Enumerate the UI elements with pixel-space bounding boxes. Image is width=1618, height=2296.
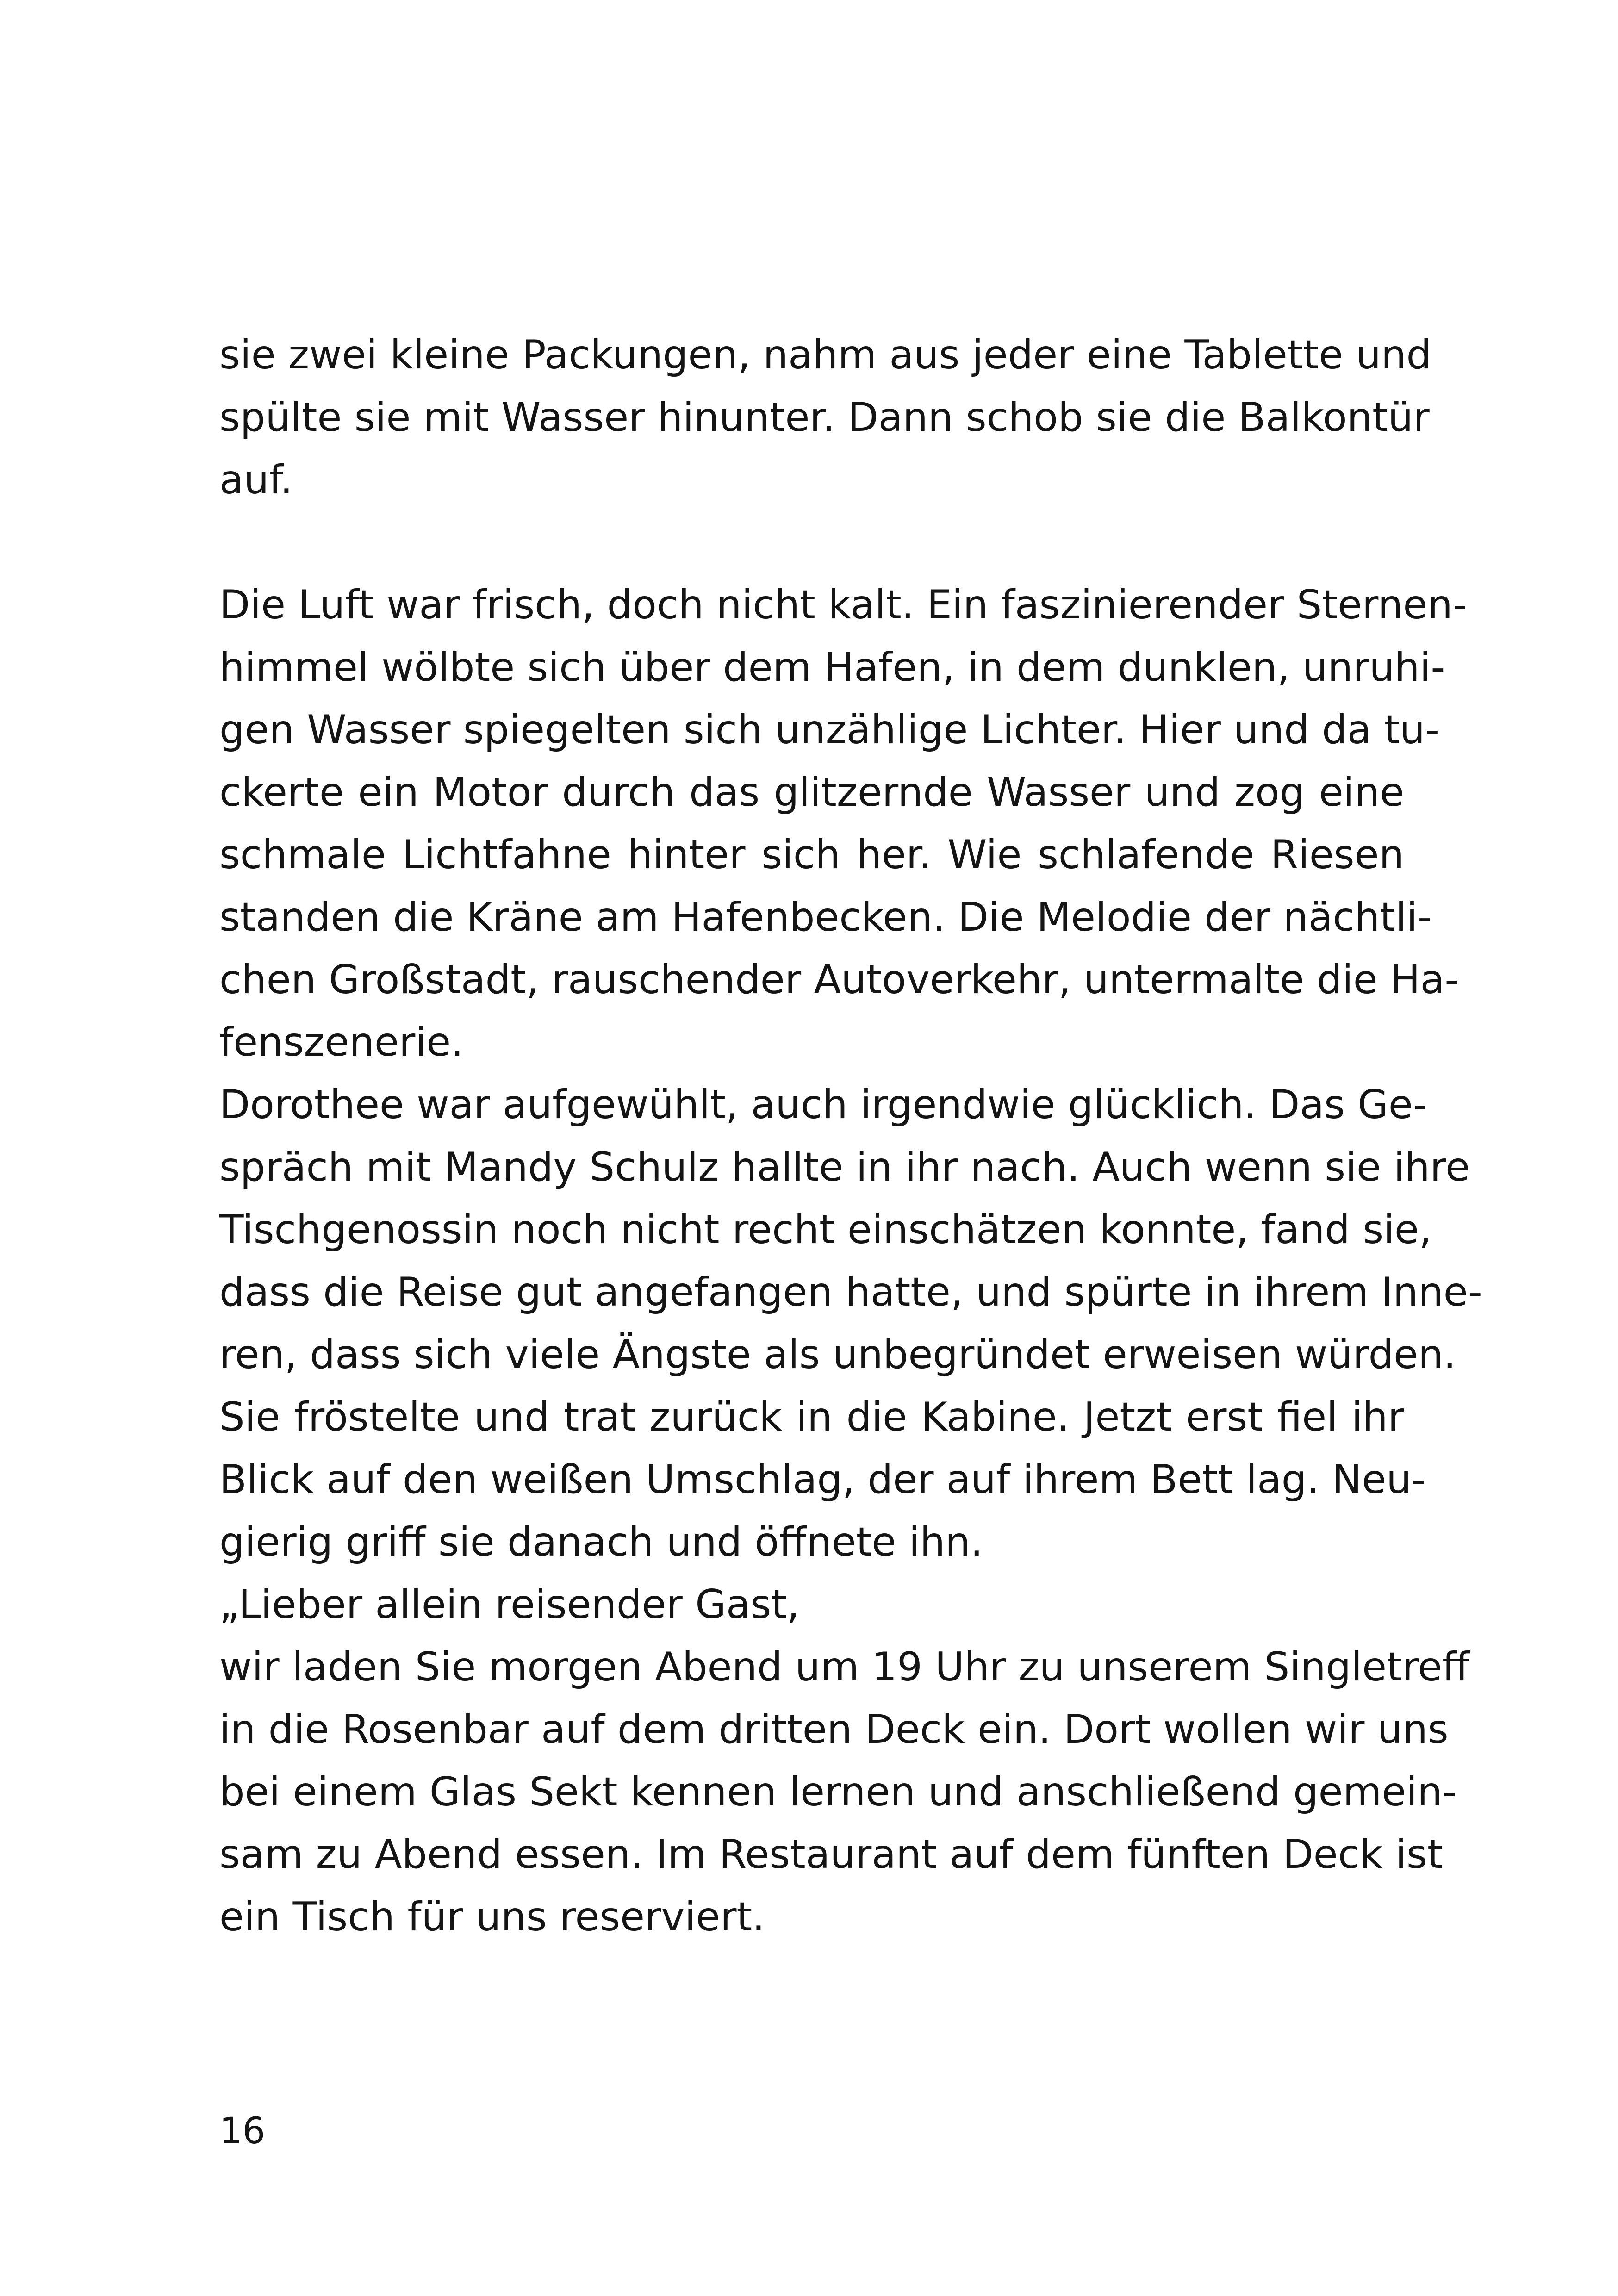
paragraph-spacer xyxy=(219,511,1404,574)
text-line: gierig griff sie danach und öffnete ihn. xyxy=(219,1519,983,1565)
text-line: spräch mit Mandy Schulz hallte in ihr nach. Auch wenn sie ihre xyxy=(219,1144,1470,1190)
paragraph xyxy=(219,324,1432,511)
text-line: ckerte ein Motor durch das glitzernde Wasser und zog eine xyxy=(219,769,1404,815)
text-line: wir laden Sie morgen Abend um 19 Uhr zu unserem Singletreff xyxy=(219,1644,1470,1690)
letter-salutation xyxy=(219,1574,1404,1636)
text-line: gen Wasser spiegelten sich unzählige Lichter. Hier und da tu- xyxy=(219,707,1440,753)
text-line: „Lieber allein reisender Gast, xyxy=(219,1581,800,1628)
text-line: Die Luft war frisch, doch nicht kalt. Ein faszinierender Sternen- xyxy=(219,582,1467,628)
text-line: ein Tisch für uns reserviert. xyxy=(219,1894,765,1940)
text-line: Tischgenossin noch nicht recht einschätzen konnte, fand sie, xyxy=(219,1207,1432,1253)
text-line: bei einem Glas Sekt kennen lernen und anschließend gemein- xyxy=(219,1769,1457,1815)
text-line: spülte sie mit Wasser hinunter. Dann schob sie die Balkontür xyxy=(219,394,1430,441)
text-line: in die Rosenbar auf dem dritten Deck ein. Dort wollen wir uns xyxy=(219,1706,1449,1753)
text-line: Sie fröstelte und trat zurück in die Kabine. Jetzt erst fiel ihr xyxy=(219,1394,1404,1440)
paragraph xyxy=(219,1074,1482,1386)
paragraph xyxy=(219,574,1467,1074)
text-line: auf. xyxy=(219,457,293,503)
text-line: himmel wölbte sich über dem Hafen, in dem dunklen, unruhi- xyxy=(219,644,1445,691)
text-line: Dorothee war aufgewühlt, auch irgendwie glücklich. Das Ge- xyxy=(219,1082,1427,1128)
body-text xyxy=(219,324,1482,1948)
text-line: sam zu Abend essen. Im Restaurant auf dem fünften Deck ist xyxy=(219,1831,1443,1878)
page-number: 16 xyxy=(219,2110,266,2152)
paragraph xyxy=(219,1386,1426,1574)
text-line: fenszenerie. xyxy=(219,1019,464,1065)
text-line: schmale Lichtfahne hinter sich her. Wie schlafende Riesen xyxy=(219,832,1404,878)
text-line: ren, dass sich viele Ängste als unbegründet erweisen würden. xyxy=(219,1332,1456,1378)
text-line: standen die Kräne am Hafenbecken. Die Melodie der nächtli- xyxy=(219,894,1432,940)
text-line: Blick auf den weißen Umschlag, der auf ihrem Bett lag. Neu- xyxy=(219,1456,1426,1503)
letter-body xyxy=(219,1636,1470,1948)
text-line: chen Großstadt, rauschender Autoverkehr, untermalte die Ha- xyxy=(219,957,1459,1003)
text-line: sie zwei kleine Packungen, nahm aus jeder eine Tablette und xyxy=(219,332,1432,378)
text-line: dass die Reise gut angefangen hatte, und spürte in ihrem Inne- xyxy=(219,1269,1482,1315)
